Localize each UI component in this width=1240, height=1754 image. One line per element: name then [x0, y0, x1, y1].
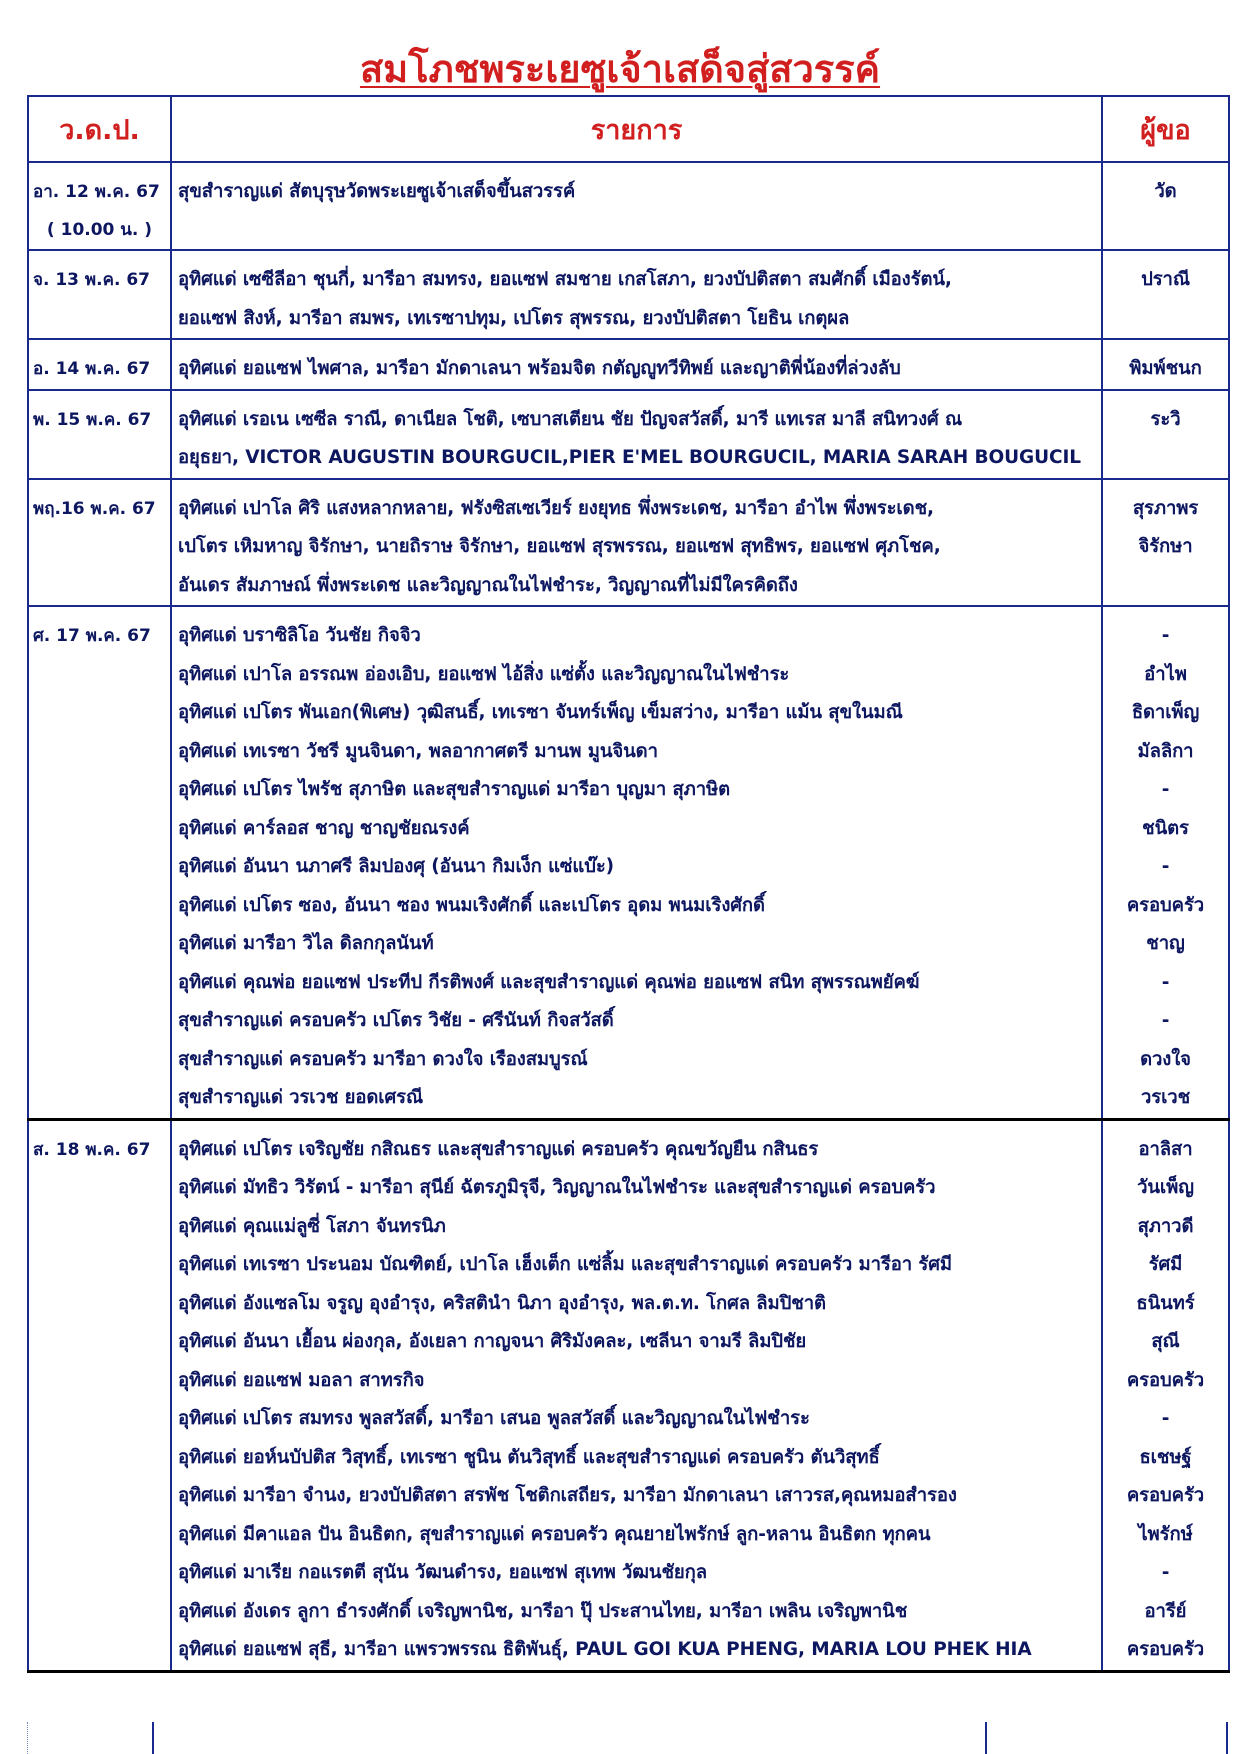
intention-line: อุทิศแด่ เปโตร เจริญชัย กสิณธร และสุขสำราญแด่ ครอบครัว คุณขวัญยืน กสินธร: [178, 1138, 819, 1160]
date-text: ศ. 17 พ.ค. 67: [33, 626, 151, 646]
date-cell: [28, 1119, 171, 1671]
requester-name: พิมพ์ชนก: [1129, 358, 1202, 379]
date-text: พ. 15 พ.ค. 67: [33, 409, 152, 430]
requester-name: ปราณี: [1141, 269, 1190, 290]
intention-line: อุทิศแด่ เทเรซา วัชรี มูนจินดา, พลอากาศตรี มานพ มูนจินดา: [178, 740, 658, 762]
intention-line: อุทิศแด่ เทเรซา ประนอม บัณฑิตย์, เปาโล เฮ็งเต็ก แซ่ลิ้ม และสุขสำราญแด่ ครอบครัว มารีอา รัศมี: [178, 1254, 952, 1275]
date-cell: [28, 479, 171, 607]
items-column-header: รายการ: [171, 96, 1102, 162]
requester-name: ชนิตร: [1142, 817, 1189, 839]
requester-cell: [1102, 390, 1229, 479]
intention-line: อุทิศแด่ เปโตร สมทรง พูลสวัสดิ์, มารีอา เสนอ พูลสวัสดิ์ และวิญญาณในไฟชำระ: [178, 1408, 810, 1429]
requester-name: ดวงใจ: [1140, 1048, 1191, 1070]
table-row: [28, 390, 1229, 479]
table-row: [28, 606, 1229, 1119]
intention-line: เปโตร เหิมหาญ จิรักษา, นายถิราษ จิรักษา, ยอแซฟ สุรพรรณ, ยอแซฟ สุทธิพร, ยอแซฟ ศุภโชค,: [178, 536, 941, 557]
requester-name: สุภาวดี: [1137, 1215, 1194, 1237]
intention-line: อุทิศแด่ มีคาแอล ปัน อินธิตก, สุขสำราญแด่ ครอบครัว คุณยายไพรักษ์ ลูก-หลาน อินธิตก ทุกคน: [178, 1523, 931, 1545]
requester-name: -: [1161, 1562, 1170, 1583]
requester-name: สุณี: [1151, 1331, 1180, 1352]
requester-name: ครอบครัว: [1126, 1369, 1205, 1391]
intention-line: อุทิศแด่ ยอแซฟ สุธี, มารีอา แพรวพรรณ ธิติพันธุ์, PAUL GOI KUA PHENG, MARIA LOU PHEK HIA: [178, 1639, 1032, 1660]
requester-cell: [1102, 606, 1229, 1119]
requester-name: วันเพ็ญ: [1137, 1177, 1194, 1198]
table-row: [28, 250, 1229, 339]
requester-name: สุรภาพร: [1132, 497, 1199, 519]
requester-name: อาลิสา: [1138, 1138, 1193, 1160]
requester-name: มัลลิกา: [1137, 740, 1194, 762]
requester-name: ชาญ: [1146, 933, 1185, 954]
table-row: [28, 162, 1229, 250]
requester-name: วรเวช: [1140, 1087, 1191, 1108]
date-cell: [28, 339, 171, 390]
table-row: [28, 1119, 1229, 1671]
requester-name: ระวิ: [1150, 408, 1181, 430]
intention-line: อุทิศแด่ อังเดร ลูกา ธำรงศักดิ์ เจริญพานิช, มารีอา ปุ๊ ประสานไทย, มารีอา เพลิน เจริญพานิช: [178, 1600, 908, 1622]
requester-name: ธนินทร์: [1136, 1292, 1195, 1314]
items-cell: [171, 479, 1102, 607]
items-cell: [171, 390, 1102, 479]
intention-line: อุทิศแด่ เปาโล ศิริ แสงหลากหลาย, ฟรังซิสเซเวียร์ ยงยุทธ พึ่งพระเดช, มารีอา อำไพ พึ่งพระเดช,: [178, 497, 934, 519]
date-text: อ. 14 พ.ค. 67: [33, 359, 151, 379]
items-cell: [171, 162, 1102, 250]
requester-name: จิรักษา: [1138, 536, 1193, 557]
requester-name: -: [1161, 779, 1170, 800]
date-text: พฤ.16 พ.ค. 67: [33, 498, 156, 519]
intention-line: อุทิศแด่ เซซีลีอา ชุนกี่, มารีอา สมทรง, ยอแซฟ สมชาย เกสโสภา, ยวงบัปติสตา สมศักดิ์ เมืองรัตน์,: [178, 269, 952, 290]
intention-line: อุทิศแด่ ยอแซฟ มอลา สาทรกิจ: [178, 1369, 425, 1391]
date-cell: [28, 606, 171, 1119]
requester-cell: [1102, 1119, 1229, 1671]
date-cell: [28, 390, 171, 479]
intention-line: อุทิศแด่ มาเรีย กอแรตตี สุนัน วัฒนดำรง, ยอแซฟ สุเทพ วัฒนชัยกุล: [178, 1562, 707, 1583]
intention-line: อุทิศแด่ ยอห์นบัปติส วิสุทธิ์, เทเรซา ชูนิน ตันวิสุทธิ์ และสุขสำราญแด่ ครอบครัว ตันวิสุทธิ์: [178, 1446, 880, 1468]
intention-line: อยุธยา, VICTOR AUGUSTIN BOURGUCIL,PIER E'MEL BOURGUCIL, MARIA SARAH BOUGUCIL: [178, 447, 1081, 468]
table-row: [28, 479, 1229, 607]
requester-name: -: [1161, 856, 1170, 877]
requester-column-header: ผู้ขอ: [1102, 96, 1229, 162]
date-text: ส. 18 พ.ค. 67: [33, 1139, 151, 1160]
requester-name: -: [1161, 1408, 1170, 1429]
requester-name: -: [1161, 1010, 1170, 1031]
requester-cell: [1102, 162, 1229, 250]
intention-line: อุทิศแด่ เปาโล อรรณพ อ่องเอิบ, ยอแซฟ ไอ้สิ่ง แซ่ตั้ง และวิญญาณในไฟชำระ: [178, 663, 790, 685]
intention-line: อุทิศแด่ เปโตร ซอง, อันนา ซอง พนมเริงศักดิ์ และเปโตร อุดม พนมเริงศักดิ์: [178, 894, 765, 916]
date-text: จ. 13 พ.ค. 67: [33, 270, 150, 290]
requester-name: วัด: [1154, 181, 1177, 202]
intention-line: อุทิศแด่ เปโตร พันเอก(พิเศษ) วุฒิสนธิ์, เทเรซา จันทร์เพ็ญ เข็มสว่าง, มารีอา แม้น สุขในมณี: [178, 702, 903, 723]
requester-cell: [1102, 479, 1229, 607]
intention-line: สุขสำราญแด่ วรเวช ยอดเศรณี: [178, 1087, 424, 1108]
requester-name: ครอบครัว: [1126, 1485, 1205, 1506]
mass-intentions-table: [27, 95, 1230, 1673]
page-title: สมโภชพระเยซูเจ้าเสด็จสู่สวรรค์: [359, 47, 881, 91]
intention-line: สุขสำราญแด่ สัตบุรุษวัดพระเยซูเจ้าเสด็จขึ้นสวรรค์: [178, 181, 576, 202]
intention-line: อุทิศแด่ บราซิลิโอ วันชัย กิจจิว: [178, 625, 421, 646]
time-text: ( 10.00 น. ): [46, 220, 153, 240]
intention-line: อุทิศแด่ อันนา เยื้อน ผ่องกุล, อังเยลา กาญจนา ศิริมังคละ, เซลีนา จามรี ลิมปิชัย: [178, 1331, 807, 1352]
requester-name: -: [1161, 971, 1170, 993]
requester-name: อารีย์: [1144, 1600, 1187, 1622]
intention-line: อุทิศแด่ เรอเน เซซีล ราณี, ดาเนียล โชติ, เซบาสเตียน ชัย ปัญจสวัสดิ์, มารี แทเรส มาลี สนิทวงศ์ ณ: [178, 408, 963, 430]
intention-line: อันเดร สัมภาษณ์ พึ่งพระเดช และวิญญาณในไฟชำระ, วิญญาณที่ไม่มีใครคิดถึง: [178, 574, 798, 596]
table-header-row: [28, 96, 1229, 162]
intention-line: อุทิศแด่ อังแซลโม จรูญ อุงอำรุง, คริสตินำ นิภา อุงอำรุง, พล.ต.ท. โกศล ลิมปิชาติ: [178, 1292, 826, 1314]
requester-name: ครอบครัว: [1126, 894, 1205, 916]
date-cell: [28, 250, 171, 339]
intention-line: สุขสำราญแด่ ครอบครัว เปโตร วิชัย - ศรีนันท์ กิจสวัสดิ์: [178, 1010, 614, 1031]
items-cell: [171, 250, 1102, 339]
requester-name: อำไพ: [1144, 663, 1187, 685]
table-row: [28, 339, 1229, 390]
intention-line: อุทิศแด่ มารีอา จำนง, ยวงบัปติสตา สรพัช โชติกเสถียร, มารีอา มักดาเลนา เสาวรส,คุณหมอสำรอง: [178, 1485, 957, 1506]
intention-line: อุทิศแด่ เปโตร ไพรัช สุภาษิต และสุขสำราญแด่ มารีอา บุญมา สุภาษิต: [178, 779, 731, 800]
requester-cell: [1102, 250, 1229, 339]
intention-line: อุทิศแด่ คาร์ลอส ชาญ ชาญชัยณรงค์: [178, 817, 470, 839]
requester-name: ไพรักษ์: [1138, 1523, 1193, 1545]
requester-name: ธเชษฐ์: [1139, 1446, 1192, 1468]
date-text: อา. 12 พ.ค. 67: [33, 182, 160, 202]
intention-line: สุขสำราญแด่ ครอบครัว มารีอา ดวงใจ เรืองสมบูรณ์: [178, 1048, 588, 1070]
intention-line: อุทิศแด่ คุณแม่ลูซี่ โสภา จันทรนิภ: [178, 1215, 446, 1237]
items-cell: [171, 1119, 1102, 1671]
items-cell: [171, 339, 1102, 390]
intention-line: อุทิศแด่ มัทธิว วิรัตน์ - มารีอา สุนีย์ ฉัตรภูมิรุจี, วิญญาณในไฟชำระ และสุขสำราญแด่ ครอบครัว: [178, 1177, 936, 1198]
intention-line: อุทิศแด่ อันนา นภาศรี ลิมปองศุ (อันนา กิมเง็ก แซ่แบ๊ะ): [178, 856, 615, 877]
next-page-table-continuation: [27, 1722, 1228, 1754]
items-cell: [171, 606, 1102, 1119]
date-cell: [28, 162, 171, 250]
intention-line: อุทิศแด่ คุณพ่อ ยอแซฟ ประทีป กีรติพงศ์ และสุขสำราญแด่ คุณพ่อ ยอแซฟ สนิท สุพรรณพยัคฆ์: [178, 971, 920, 993]
intention-line: อุทิศแด่ มารีอา วิไล ดิลกกุลนันท์: [178, 933, 434, 954]
requester-name: รัศมี: [1148, 1254, 1183, 1275]
requester-cell: [1102, 339, 1229, 390]
requester-name: ครอบครัว: [1126, 1639, 1205, 1660]
date-column-header: ว.ด.ป.: [28, 96, 171, 162]
intention-line: ยอแซฟ สิงห์, มารีอา สมพร, เทเรซาปทุม, เปโตร สุพรรณ, ยวงบัปติสตา โยธิน เกตุผล: [178, 307, 850, 329]
requester-name: -: [1161, 625, 1170, 646]
intention-line: อุทิศแด่ ยอแซฟ ไพศาล, มารีอา มักดาเลนา พร้อมจิต กตัญญูทวีทิพย์ และญาติพี่น้องที่ล่วงลับ: [178, 358, 901, 379]
requester-name: ธิดาเพ็ญ: [1131, 702, 1200, 723]
